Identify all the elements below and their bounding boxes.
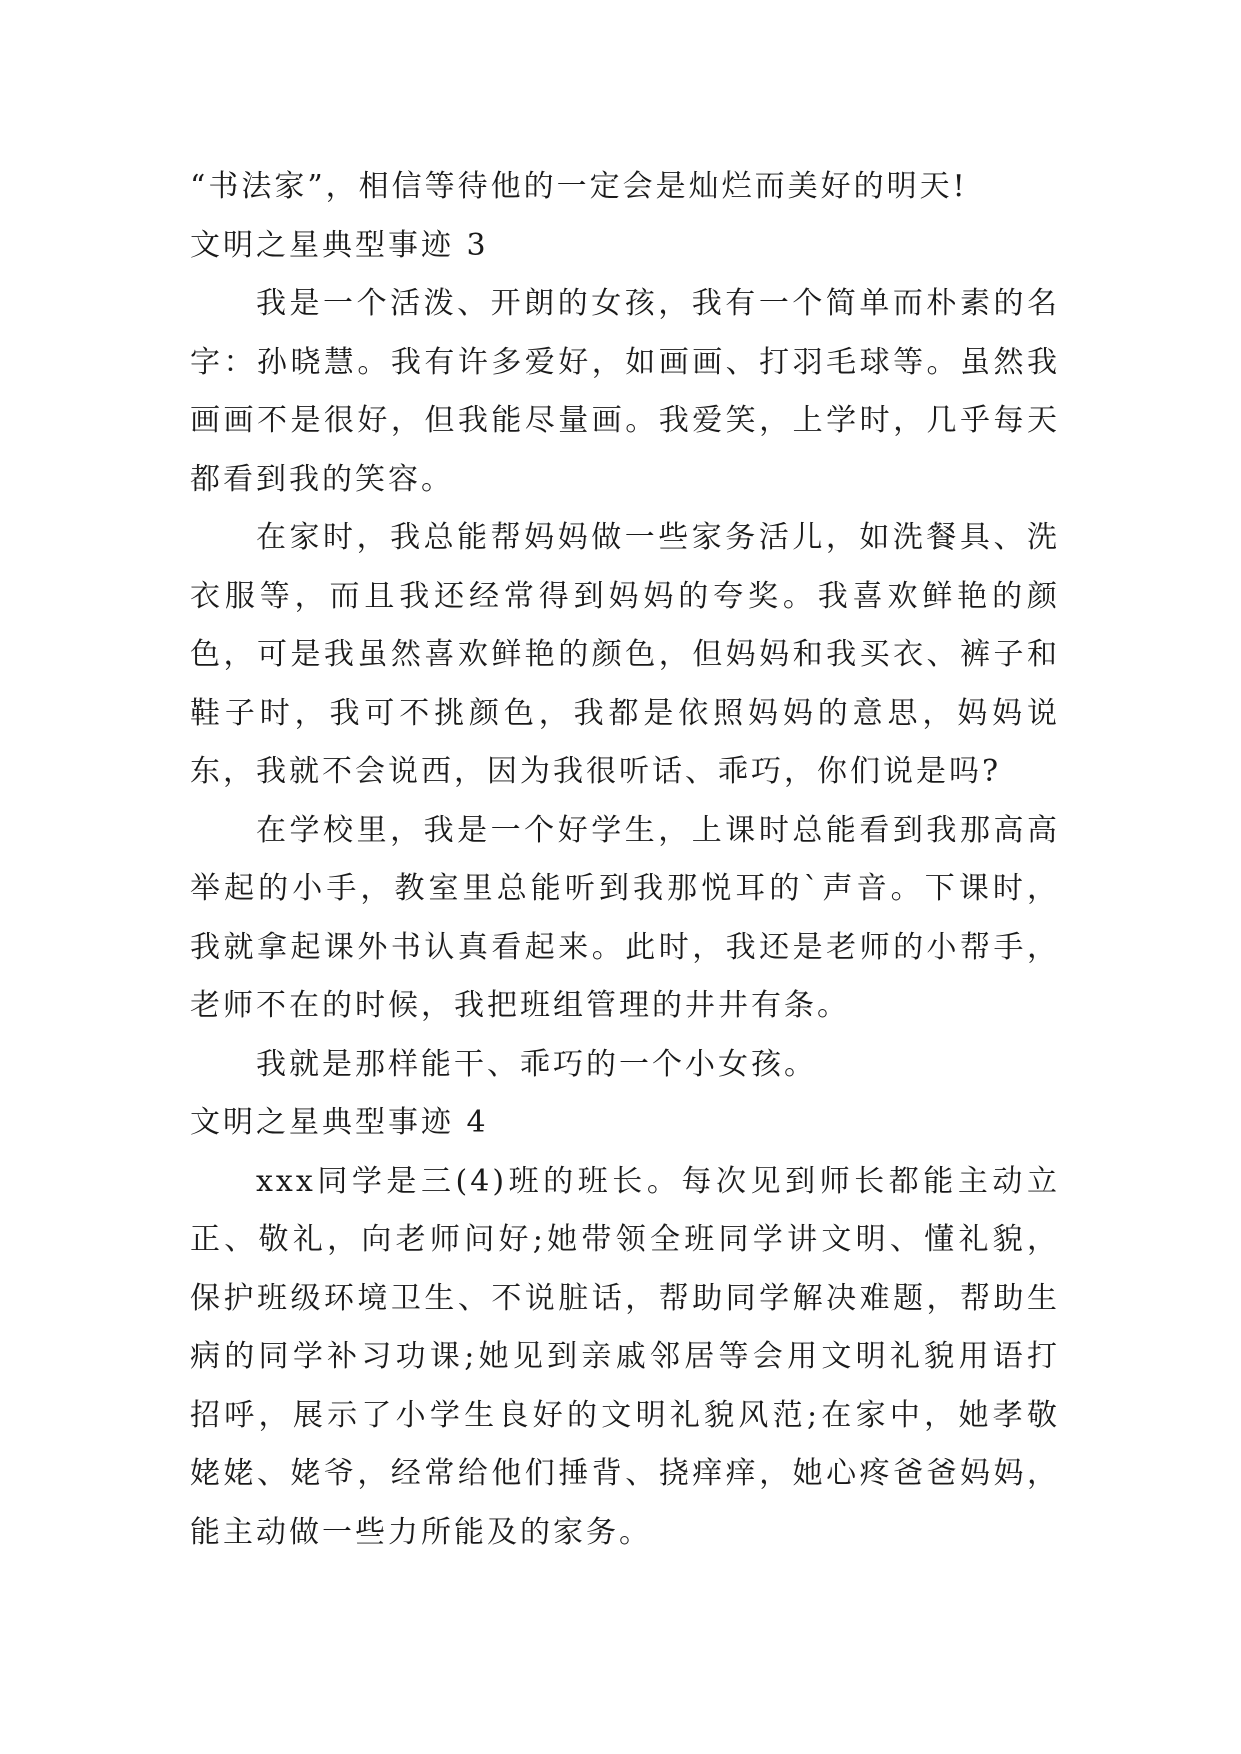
section-4-heading: 文明之星典型事迹 4: [190, 1105, 489, 1140]
paragraph-text: 我就是那样能干、乖巧的一个小女孩。: [256, 1046, 817, 1082]
section-3-paragraph-4: [190, 1036, 1060, 1095]
section-3-heading: 文明之星典型事迹 3: [190, 227, 489, 263]
document-body: [190, 158, 1060, 1562]
section-4-paragraph-1: [190, 1153, 1060, 1563]
section-3-paragraph-2: [190, 509, 1060, 802]
paragraph-text: xxx同学是三(4)班的班长。每次见到师长都能主动立正、敬礼，向老师问好;她带领全班同学讲文明、懂礼貌，保护班级环境卫生、不说脏话，帮助同学解决难题，帮助生病的同学补习功课;她见到亲戚邻居等会用文明礼貌用语打招呼，展示了小学生良好的文明礼貌风范;在家中，她孝敬姥姥、姥爷，经常给他们捶背、挠痒痒，她心疼爸爸妈妈，能主动做一些力所能及的家务。: [190, 1163, 1060, 1550]
paragraph-text: 我是一个活泼、开朗的女孩，我有一个简单而朴素的名字：孙晓慧。我有许多爱好，如画画、打羽毛球等。虽然我画画不是很好，但我能尽量画。我爱笑，上学时，几乎每天都看到我的笑容。: [190, 286, 1060, 497]
paragraph-text: 在学校里，我是一个好学生，上课时总能看到我那高高举起的小手，教室里总能听到我那悦耳的`声音。下课时，我就拿起课外书认真看起来。此时，我还是老师的小帮手，老师不在的时候，我把班组管理的井井有条。: [190, 812, 1060, 1023]
paragraph-text: 在家时，我总能帮妈妈做一些家务活儿，如洗餐具、洗衣服等，而且我还经常得到妈妈的夸奖。我喜欢鲜艳的颜色，可是我虽然喜欢鲜艳的颜色，但妈妈和我买衣、裤子和鞋子时，我可不挑颜色，我都是依照妈妈的意思，妈妈说东，我就不会说西，因为我很听话、乖巧，你们说是吗?: [190, 520, 1060, 789]
section-3-paragraph-3: [190, 802, 1060, 1036]
intro-line: “书法家”，相信等待他的一定会是灿烂而美好的明天!: [190, 169, 968, 204]
section-3-paragraph-1: [190, 275, 1060, 509]
